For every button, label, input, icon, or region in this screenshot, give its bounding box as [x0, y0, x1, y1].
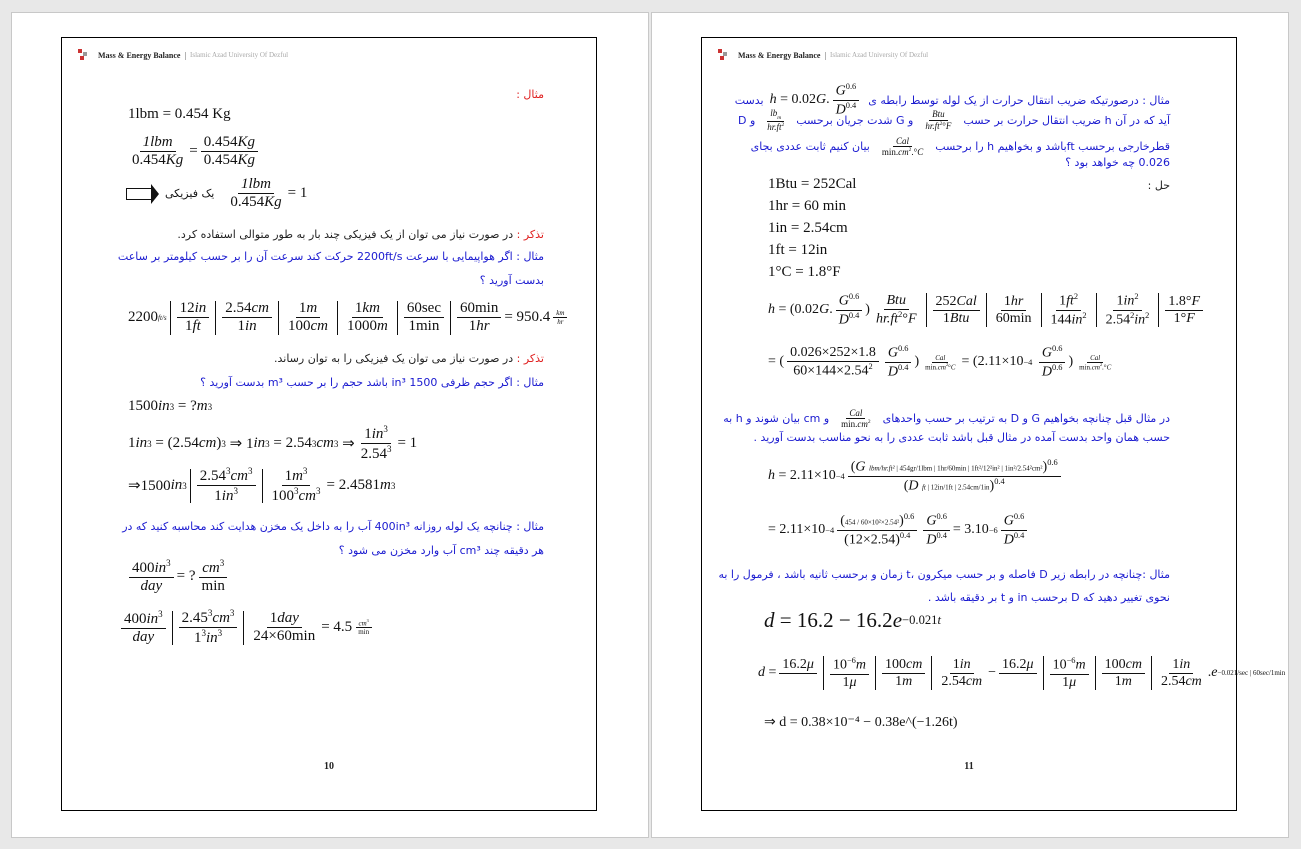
equation-d-conversion: d = 16.2μ $\frac{10^{-6}m}{1\mu}$ $\frac{100cm}{1m}$ $\frac{1in}{2.54cm}$ − 16.2μ $\frac{10^{-6}m}{1\mu}$ $\frac{100cm}{1m}$ $\frac{1in}{2.54cm}$ . e −0.021/sec | 60sec/1min [758, 656, 1286, 690]
equation-h-simplified: = ( $\frac{0.026\times 252\times 1.8}{60\times 144\times 2.54^2}$ $\frac{G^{0.6}}{D^{0.4}}$ ) $\frac{\text{Cal}}{\min.cm^2^\circ C}$ = (2.11×10 −4 $\frac{G^{0.6}}{D^{0.6}}$ ) $\frac{\text{Cal}}{\min.cm^2.^\circ C}$ [768, 344, 1112, 380]
problem-1-text-1-end: بدست [734, 93, 764, 107]
conversion-1: 1Btu = 252Cal [768, 176, 857, 192]
problem-1-text-2b: و G شدت جریان برحسب [796, 113, 914, 127]
note-1-text: در صورت نیاز می توان از یک فیزیکی چند بار به طور متوالی استفاده کرد. [177, 228, 514, 241]
equation-h-conversion: h = (0.02 G . $\frac{G^{0.6}}{D^{0.4}}$ ) $\frac{\text{Btu}}{hr.ft^2^\circ F}$ $\frac{\text{252Cal}}{\text{1Btu}}$ $\frac{1hr}{60\min}$ $\frac{1ft^2}{144in^2}$ $\frac{1in^2}{2.54^2in^2}$ $\frac{1.8^\circ F}{1^\circ F}$ [768, 292, 1206, 329]
implies-arrow-icon [126, 188, 151, 200]
example-2-line-2: بدست آورید ؟ [479, 274, 544, 287]
problem-2-line-2: حسب همان واحد بدست آمده در مثال قبل باشد ثابت عددی را به نحو مناسب بدست آورید . [753, 431, 1170, 444]
note-1-label: تذکر : [516, 228, 544, 241]
equation-lbm-kg: 1lbm = 0.454 Kg [128, 106, 231, 122]
equation-d-final: ⇒ d = 0.38×10⁻⁴ − 0.38e^(−1.26t) [764, 715, 958, 730]
unit-cal-min-cm2: $\frac{\text{Cal}}{\min.cm^2}$ [841, 408, 871, 430]
header-title: Mass & Energy Balance [98, 50, 181, 60]
unit-lbm-fraction: $\frac{lb_m}{hr.ft^2}$ [767, 108, 785, 132]
page-left [11, 12, 649, 838]
page-frame [701, 37, 1286, 811]
university-logo-icon [78, 49, 90, 61]
unit-btu-fraction: $\frac{\text{Btu}}{hr.ft^2^\circ F}$ [925, 109, 952, 131]
equation-ratio: $\frac{\text{1lbm}}{0.454Kg}$ = $\frac{0.454Kg}{0.454Kg}$ [126, 134, 261, 170]
conversion-3: 1in = 2.54cm [768, 220, 848, 236]
solution-label: حل : [1147, 179, 1170, 192]
equation-h-new-units: h = 2.11×10 −4 (G lbm/hr.ft² | 454gr/1lbm | 1hr/60min | 1ft²/12²in² | 1in²/2.54²cm²)$^{0.6}$ (D ft | 12in/1ft | 2.54cm/1in)$^{0.4}$ [768, 458, 1064, 495]
page-right [651, 12, 1289, 838]
example-4-line-1: مثال : چنانچه یک لوله روزانه 400in³ آب را به داخل یک مخزن هدایت کند محاسبه کنید که در [122, 520, 544, 533]
page-header [718, 48, 928, 62]
header-separator: | [184, 50, 187, 60]
header-title: Mass & Energy Balance [738, 50, 821, 60]
example-2-line-1: مثال : اگر هواپیمایی با سرعت 2200ft/s حرکت کند سرعت آن را بر حسب کیلومتر بر ساعت [117, 250, 544, 263]
conversion-5: 1°C = 1.8°F [768, 264, 841, 280]
example-3: مثال : اگر حجم ظرفی 1500 in³ باشد حجم را بر حسب m³ بدست آورید ؟ [200, 376, 544, 389]
physical-one-label: یک فیزیکی [165, 187, 215, 201]
equation-speed-conversion: 2200 ft/s $\frac{12in}{1ft}$ $\frac{2.54cm}{1in}$ $\frac{1m}{100cm}$ $\frac{1km}{1000m}$ $\frac{60\sec}{1\min}$ $\frac{60\min}{1hr}$ = 950.4 $\frac{km}{hr}$ [128, 300, 570, 336]
equation-volume-question: 1500 in 3 = ? m 3 [128, 398, 213, 414]
equation-flow-result: $\frac{400in^3}{\text{day}}$ $\frac{2.45^3cm^3}{1^3in^3}$ $\frac{\text{1day}}{24\times 60\min}$ = 4.5 $\frac{cm^3}{\min}$ [118, 608, 375, 648]
equation-d-original: d = 16.2 − 16.2 e −0.021t [764, 608, 941, 632]
problem-2-text-1b: و cm بیان شوند و h به [723, 412, 830, 426]
example-4-line-2: هر دقیقه چند cm³ آب وارد مخزن می شود ؟ [338, 544, 544, 557]
header-subtitle: Islamic Azad University Of Dezful [190, 51, 289, 59]
equation-flow-question: $\frac{400in^3}{\text{day}}$ = ? $\frac{cm^3}{\min}$ [126, 558, 231, 596]
page-frame [61, 37, 597, 811]
problem-1-line-4: 0.026 چه خواهد بود ؟ [1065, 156, 1170, 169]
problem-3-line-2: نحوی تغییر دهید که D برحسب in و t بر دقیقه باشد . [927, 591, 1170, 604]
problem-2-line-1 [723, 408, 1170, 430]
example-label: مثال : [516, 88, 544, 101]
problem-1-text-3b: بیان کنیم ثابت عددی بجای [750, 140, 870, 154]
conversion-4: 1ft = 12in [768, 242, 828, 258]
header-subtitle: Islamic Azad University Of Dezful [830, 51, 929, 59]
note-2-text: در صورت نیاز می توان یک فیزیکی را به توان رساند. [274, 352, 514, 365]
problem-2-text-1: در مثال قبل چنانچه بخواهیم G و D به ترتیب بر حسب واحدهای [882, 412, 1170, 426]
problem-1-text-1: مثال : درصورتیکه ضریب انتقال حرارت از یک لوله توسط رابطه ی [868, 93, 1170, 107]
unit-cal-fraction: $\frac{\text{Cal}}{\min.cm^2.^\circ C}$ [881, 136, 924, 158]
equation-volume-identity: 1 in 3 = (2.54 cm ) 3 ⇒ 1 in 3 = 2.54 3 cm 3 ⇒ $\frac{1in^3}{2.54^3}$ = 1 [128, 424, 418, 463]
result-speed: = 950.4 [504, 309, 551, 326]
equation-physical-one: یک فیزیکی $\frac{\text{1lbm}}{0.454Kg}$ = 1 [126, 176, 307, 212]
equation-h-formula: h = 0.02 G . $\frac{G^{0.6}}{D^{0.4}}$ [770, 82, 863, 119]
problem-1-text-3: قطرخارجی برحسب ftباشد و بخواهیم h را برحسب [935, 140, 1170, 154]
note-1 [177, 228, 544, 241]
note-2-label: تذکر : [516, 352, 544, 365]
header-separator: | [824, 50, 827, 60]
equation-h-new-result: = 2.11×10 −4 $\frac{(454 / 60\times 10^2\times 2.54^2)^{0.6}}{(12\times 2.54)^{0.4}}$ $\frac{G^{0.6}}{D^{0.4}}$ = 3.10 −6 $\frac{G^{0.6}}{D^{0.4}}$ [768, 512, 1030, 549]
equation-volume-result: ⇒1500 in 3 $\frac{2.54^3cm^3}{1in^3}$ $\frac{1m^3}{100^3cm^3}$ = 2.4581 m 3 [128, 466, 396, 505]
problem-1-line-2 [738, 108, 1170, 132]
note-2 [274, 352, 544, 365]
problem-1-line-3 [751, 136, 1170, 158]
problem-1-text-2c: و D [737, 113, 756, 127]
result-flow: = 4.5 [321, 619, 353, 636]
conversion-2: 1hr = 60 min [768, 198, 847, 214]
page-header [78, 48, 288, 62]
problem-3-line-1: مثال :چنانچه در رابطه زیر D فاصله و بر حسب میکرون ،t زمان و برحسب ثانیه باشد ، فرمول را به [718, 568, 1170, 581]
page-number: 10 [324, 761, 334, 772]
university-logo-icon [718, 49, 730, 61]
problem-1-text-2: آید که در آن h ضریب انتقال حرارت بر حسب [963, 113, 1170, 127]
page-number: 11 [964, 761, 974, 772]
